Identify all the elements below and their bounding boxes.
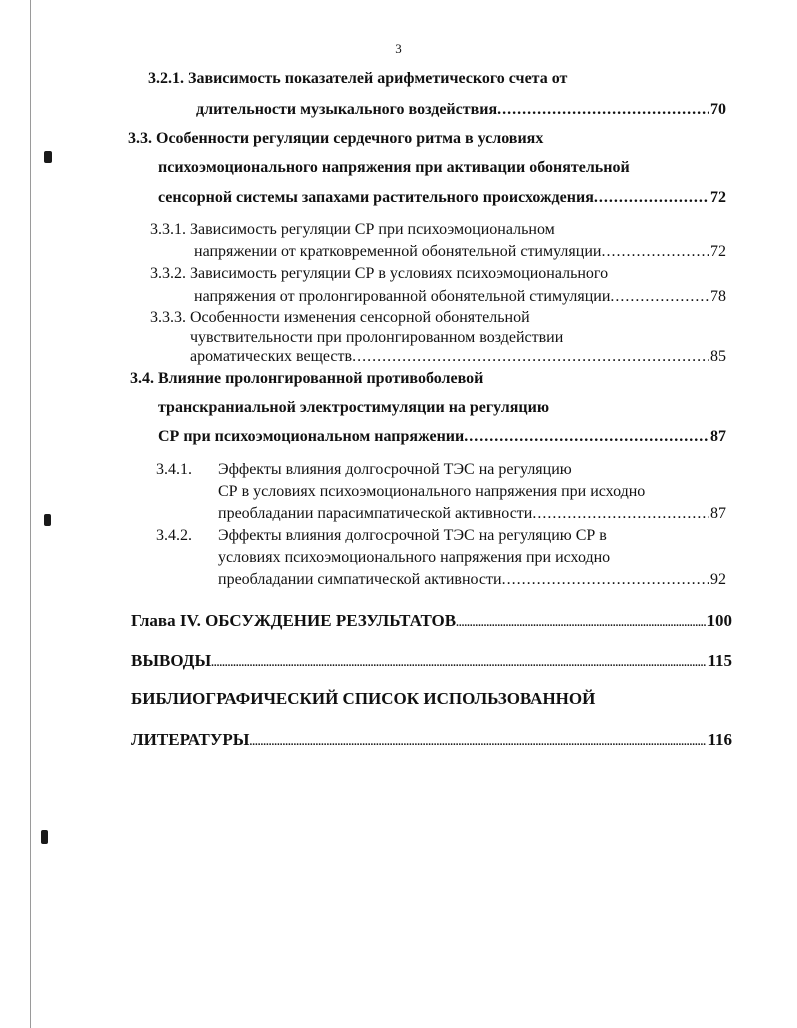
dot-leader [601, 242, 709, 262]
toc-entry-3-4-1[interactable]: Эффекты влияния долгосрочной ТЭС на регуляцию [218, 461, 572, 478]
toc-entry-number: 3.3. [128, 130, 152, 147]
toc-page-number: 87 [710, 428, 726, 445]
toc-entry-title: психоэмоционального напряжения при активации обонятельной [158, 159, 630, 176]
scan-edge-line [30, 0, 31, 1028]
toc-entry-title: СР при психоэмоциональном напряжении [158, 428, 465, 445]
scan-artifact-mark [44, 151, 52, 163]
dot-leader [532, 504, 709, 524]
toc-leader-line [218, 504, 726, 524]
toc-entry-title: Зависимость регуляции СР в условиях психоэмоционального [190, 265, 609, 282]
toc-leader-line [218, 570, 726, 590]
toc-entry-title: напряжении от кратковременной обонятельной стимуляции [194, 243, 602, 260]
dot-leader [610, 287, 709, 307]
toc-leader-line [190, 347, 726, 367]
toc-leader-line [194, 287, 726, 307]
toc-leader-line [158, 427, 726, 447]
toc-entry-3-4-2[interactable]: Эффекты влияния долгосрочной ТЭС на регуляцию СР в [218, 527, 607, 544]
dot-leader [456, 613, 705, 633]
scan-artifact-mark [44, 514, 51, 526]
toc-entry-number: 3.4.1. [156, 461, 192, 478]
toc-entry-title: длительности музыкального воздействия [196, 101, 498, 118]
toc-entry-title: Глава IV. ОБСУЖДЕНИЕ РЕЗУЛЬТАТОВ [131, 611, 457, 630]
toc-entry-title: напряжения от пролонгированной обонятельной стимуляции [194, 288, 611, 305]
toc-entry-title: Зависимость показателей арифметического счета от [188, 70, 568, 87]
toc-entry-number: 3.3.3. [150, 309, 186, 326]
dot-leader [464, 427, 709, 447]
toc-entry-conclusions[interactable] [131, 651, 732, 673]
toc-page-number: 87 [710, 505, 726, 522]
toc-entry-title: преобладании парасимпатической активности [218, 505, 533, 522]
toc-entry-bibliography[interactable]: БИБЛИОГРАФИЧЕСКИЙ СПИСОК ИСПОЛЬЗОВАННОЙ [131, 689, 596, 708]
dot-leader [594, 188, 709, 208]
toc-entry-title: ароматических веществ [190, 348, 353, 365]
page-number: 3 [395, 41, 402, 56]
toc-page-number: 116 [707, 730, 732, 749]
toc-entry-number: 3.3.2. [150, 265, 186, 282]
toc-entry-3-3[interactable] [128, 129, 543, 149]
toc-entry-title: Особенности изменения сенсорной обонятельной [190, 309, 530, 326]
dot-leader [249, 732, 706, 752]
toc-entry-title: транскраниальной электростимуляции на регуляцию [158, 399, 550, 416]
toc-entry-3-3-1[interactable] [150, 220, 555, 240]
dot-leader [497, 100, 709, 120]
toc-entry-title: Зависимость регуляции СР при психоэмоциональном [190, 221, 555, 238]
toc-entry-number: 3.4. [130, 370, 154, 387]
toc-entry-number: 3.4.2. [156, 527, 192, 544]
toc-entry-title: преобладании симпатической активности [218, 571, 502, 588]
toc-leader-line [196, 100, 726, 120]
toc-entry-title: сенсорной системы запахами растительного происхождения [158, 189, 594, 206]
toc-page-number: 115 [707, 651, 732, 670]
toc-page-number: 78 [710, 288, 726, 305]
toc-entry-number: 3.3.1. [150, 221, 186, 238]
toc-leader-line [194, 242, 726, 262]
scan-artifact-mark [41, 830, 48, 844]
toc-entry-3-2-1[interactable] [148, 69, 567, 89]
dot-leader [211, 653, 706, 673]
dot-leader [352, 347, 709, 367]
toc-entry-3-3-2[interactable] [150, 264, 608, 284]
toc-leader-line [131, 730, 732, 752]
toc-page-number: 72 [710, 243, 726, 260]
toc-entry-chapter-4[interactable] [131, 611, 732, 633]
toc-entry-title: Особенности регуляции сердечного ритма в условиях [156, 130, 544, 147]
toc-page-number: 100 [706, 611, 732, 630]
toc-page-number: 70 [710, 101, 726, 118]
toc-entry-number: 3.2.1. [148, 70, 184, 87]
toc-entry-3-4[interactable] [130, 369, 483, 389]
toc-entry-title: условиях психоэмоционального напряжения при исходно [218, 549, 611, 566]
toc-entry-title: СР в условиях психоэмоционального напряжения при исходно [218, 483, 646, 500]
toc-entry-title: ЛИТЕРАТУРЫ [131, 730, 250, 749]
toc-leader-line [158, 188, 726, 208]
toc-entry-3-3-3[interactable] [150, 308, 530, 328]
toc-entry-title: ВЫВОДЫ [131, 651, 212, 670]
dot-leader [502, 570, 709, 590]
toc-page-number: 92 [710, 571, 726, 588]
toc-entry-title: Влияние пролонгированной противоболевой [158, 370, 484, 387]
toc-page-number: 85 [710, 348, 726, 365]
toc-entry-title: чувствительности при пролонгированном воздействии [190, 329, 564, 346]
toc-page-number: 72 [710, 189, 726, 206]
